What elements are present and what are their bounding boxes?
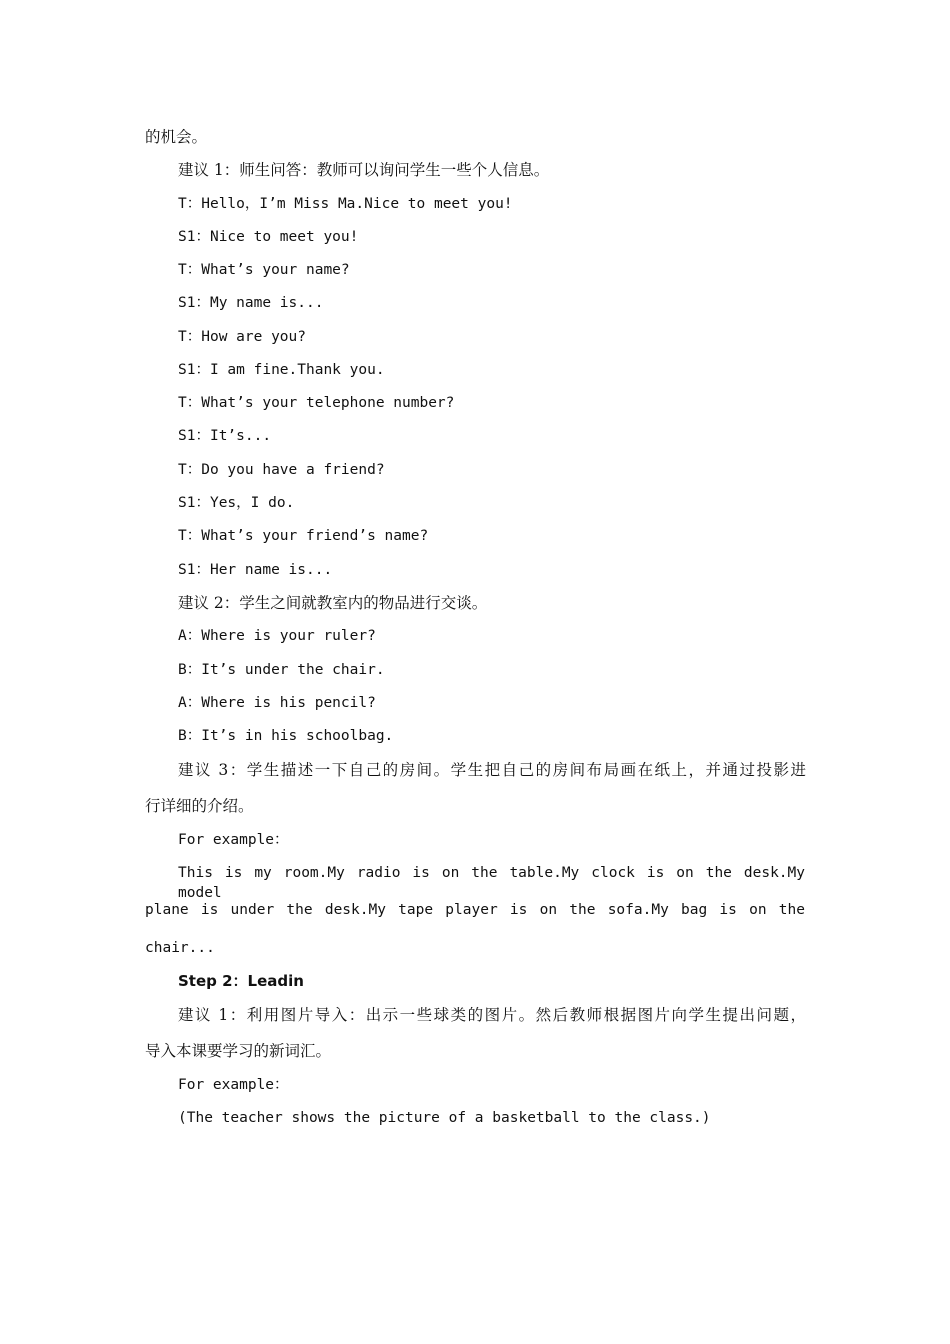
text-line: S1：Yes，I do.: [178, 495, 295, 511]
text-line: B：It’s in his schoolbag.: [178, 728, 394, 744]
text-line: S1：Nice to meet you!: [178, 229, 359, 245]
text-line: 建议 3：学生描述一下自己的房间。学生把自己的房间布局画在纸上，并通过投影进: [178, 761, 806, 779]
text-line: This is my room.My radio is on the table.My clock is on the desk.My model: [178, 865, 805, 901]
section-heading: Step 2：Leadin: [178, 972, 304, 990]
text-line: T：Do you have a friend?: [178, 462, 385, 478]
text-line: S1：I am fine.Thank you.: [178, 362, 385, 378]
text-line: chair...: [145, 940, 215, 956]
text-line: T：What’s your name?: [178, 262, 350, 278]
text-line: plane is under the desk.My tape player is on the sofa.My bag is on the: [145, 902, 805, 918]
text-line: 的机会。: [145, 128, 208, 146]
text-line: S1：Her name is...: [178, 562, 333, 578]
text-line: 导入本课要学习的新词汇。: [145, 1042, 332, 1060]
text-line: 行详细的介绍。: [145, 797, 254, 815]
text-line: T：What’s your friend’s name?: [178, 528, 429, 544]
text-line: For example：: [178, 832, 289, 848]
text-line: (The teacher shows the picture of a basketball to the class.): [178, 1110, 711, 1126]
text-line: T：How are you?: [178, 329, 306, 345]
text-line: B：It’s under the chair.: [178, 662, 385, 678]
text-line: 建议 1：师生问答：教师可以询问学生一些个人信息。: [178, 161, 550, 179]
text-line: 建议 2：学生之间就教室内的物品进行交谈。: [178, 594, 488, 612]
text-line: S1：My name is...: [178, 295, 324, 311]
text-line: A：Where is his pencil?: [178, 695, 376, 711]
text-line: T：Hello，I’m Miss Ma.Nice to meet you!: [178, 196, 513, 212]
text-line: For example：: [178, 1077, 289, 1093]
text-line: 建议 1：利用图片导入：出示一些球类的图片。然后教师根据图片向学生提出问题，: [178, 1006, 806, 1024]
text-line: A：Where is your ruler?: [178, 628, 376, 644]
text-line: T：What’s your telephone number?: [178, 395, 455, 411]
text-line: S1：It’s...: [178, 428, 272, 444]
